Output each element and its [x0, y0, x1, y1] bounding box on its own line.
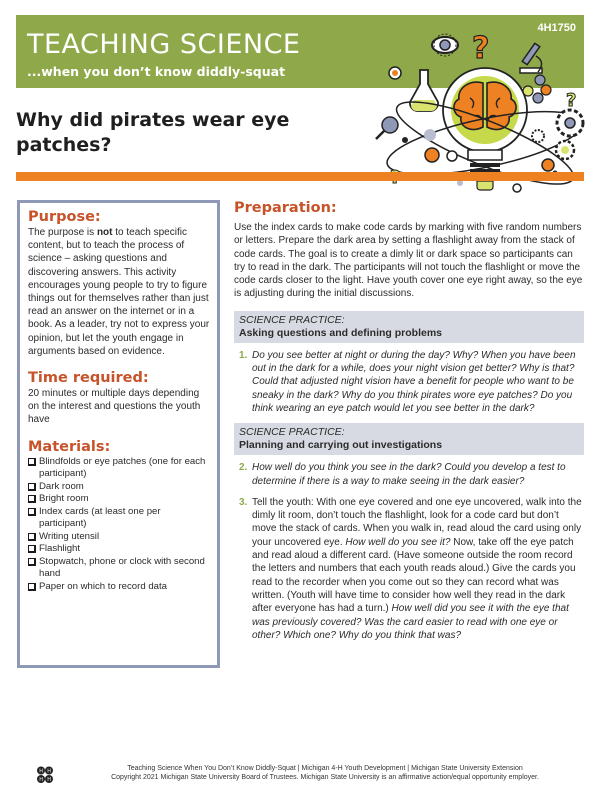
checkbox-icon[interactable]	[28, 508, 36, 516]
main-column	[234, 199, 584, 642]
eye-icon	[432, 34, 458, 56]
checkbox-icon[interactable]	[28, 558, 36, 566]
footer-line-1: Teaching Science When You Don’t Know Diddly-Squat | Michigan 4-H Youth Development | Michigan State University Extension	[127, 765, 523, 772]
question-text-part: Now, take off the eye patch and read aloud a different card. (Have someone outside the room record the letters and numbers that each youth reads aloud.) Give the cards you read to the recorder when you come out so they can record what was written. (Youth will have time to consider how well they read in the dark after everyone has had a turn.)	[252, 536, 576, 615]
material-item	[28, 581, 210, 594]
question-text: Do you see better at night or during the day? Why? When you have been out in the dark for a while, does your night vision get better? Why is that? Could that adjusted night vision have a benefit for people who want to be sneaky in the dark? Why do you think pirates wore eye patches? Do you think wearing an eye patch would let you see better in the dark?	[252, 349, 576, 414]
material-item	[28, 556, 210, 581]
material-label: Blindfolds or eye patches (one for each participant)	[39, 455, 206, 480]
question-text-part: Tell the youth: With one eye covered and one eye uncovered, walk into the dimly lit room, don’t touch the flashlight, look for a code card but don’t move the stack of cards. When you walk in, read aloud the card using only your uncovered eye.	[252, 496, 582, 548]
practice-title: Planning and carrying out investigations	[239, 439, 443, 452]
time-heading: Time required:	[28, 370, 149, 387]
purpose-text	[28, 226, 210, 358]
svg-text:H: H	[39, 768, 44, 775]
practice-kicker: SCIENCE PRACTICE:	[239, 313, 345, 326]
material-label: Paper on which to record data	[39, 580, 167, 592]
svg-text:?: ?	[566, 90, 577, 111]
footer-copyright: Copyright 2021 Michigan State University Board of Trustees. Michigan State University is an affirmative action/equal opportunity employer.	[111, 774, 539, 781]
material-label: Index cards (at least one per participant)	[39, 505, 161, 530]
question-item	[234, 496, 584, 642]
material-label: Bright room	[39, 493, 89, 505]
checkbox-icon[interactable]	[28, 583, 36, 591]
svg-text:?: ?	[472, 31, 490, 66]
gear-icon	[532, 110, 583, 159]
material-label: Stopwatch, phone or clock with second hand	[39, 555, 205, 580]
science-practice-header	[234, 311, 584, 343]
practice-title: Asking questions and defining problems	[239, 326, 443, 339]
preparation-heading: Preparation:	[234, 200, 337, 216]
question-number: 3.	[239, 496, 248, 508]
materials-heading: Materials:	[28, 438, 111, 455]
time-text: 20 minutes or multiple days depending on the interest and questions the youth have	[28, 388, 201, 426]
material-label: Writing utensil	[39, 530, 100, 542]
orange-divider	[16, 172, 584, 181]
publication-code: 4H1750	[537, 22, 576, 34]
svg-text:H: H	[47, 777, 52, 783]
microscope-icon	[520, 43, 542, 73]
checkbox-icon[interactable]	[28, 495, 36, 503]
material-item	[28, 481, 210, 494]
purpose-text-bold: not	[96, 227, 113, 238]
material-item	[28, 493, 210, 506]
practice-kicker: SCIENCE PRACTICE:	[239, 426, 345, 439]
material-item	[28, 456, 210, 481]
material-item	[28, 531, 210, 544]
material-label: Dark room	[39, 480, 84, 492]
question-number: 2.	[239, 462, 248, 474]
svg-text:H: H	[47, 768, 52, 775]
checkbox-icon[interactable]	[28, 533, 36, 541]
question-number: 1.	[239, 349, 248, 361]
page-title: Why did pirates wear eye patches?	[16, 109, 290, 156]
svg-text:H: H	[39, 777, 44, 783]
checkbox-icon[interactable]	[28, 483, 36, 491]
banner-title: TEACHING SCIENCE	[27, 29, 301, 60]
science-practice-header	[234, 423, 584, 455]
material-label: Flashlight	[39, 543, 81, 555]
purpose-text-b: to teach specific content, but to teach the process of science – asking questions and discovering answers. This activity encourages young people to try to figure things out for themselves rather than just read an answer on the internet or in a book. As a leader, try not to express your opinion, but let the youth engage in arguments based on evidence.	[28, 227, 210, 357]
question-mark-icon	[472, 31, 489, 66]
question-text-italic: How well do you see it?	[345, 536, 451, 548]
sidebar-box	[17, 200, 220, 668]
material-item	[28, 506, 210, 531]
checkbox-icon[interactable]	[28, 545, 36, 553]
checkbox-icon[interactable]	[28, 458, 36, 466]
purpose-text-a: The purpose is	[28, 227, 97, 238]
materials-list	[28, 456, 210, 594]
material-item	[28, 543, 210, 556]
magnifier-icon	[376, 117, 398, 139]
purpose-heading: Purpose:	[28, 209, 101, 225]
question-item	[234, 349, 584, 415]
preparation-text: Use the index cards to make code cards by marking with five random numbers or letters. Prepare the dark area by setting a flashlight away from the stack of code cards. The goal is to create a dimly lit or dark space so participants can try to read in the dark. The participants will not touch the flashlight or move the code cards closer to the light. Have youth cover one eye right away, so the eye is adjusting during the initial discussions.	[234, 222, 583, 300]
question-item	[234, 461, 584, 488]
question-text-italic: How well did you see it with the eye that was previously covered? Was the card easier to read with one eye or other? Which one? Why do you think that was?	[252, 603, 569, 641]
question-text: How well do you think you see in the dark? Could you develop a test to determine if there is a way to make seeing in the dark easier?	[252, 462, 566, 487]
banner-subtitle: ...when you don’t know diddly-squat	[27, 64, 286, 79]
4h-clover-logo-icon	[34, 765, 56, 785]
molecule-icon	[523, 75, 551, 103]
